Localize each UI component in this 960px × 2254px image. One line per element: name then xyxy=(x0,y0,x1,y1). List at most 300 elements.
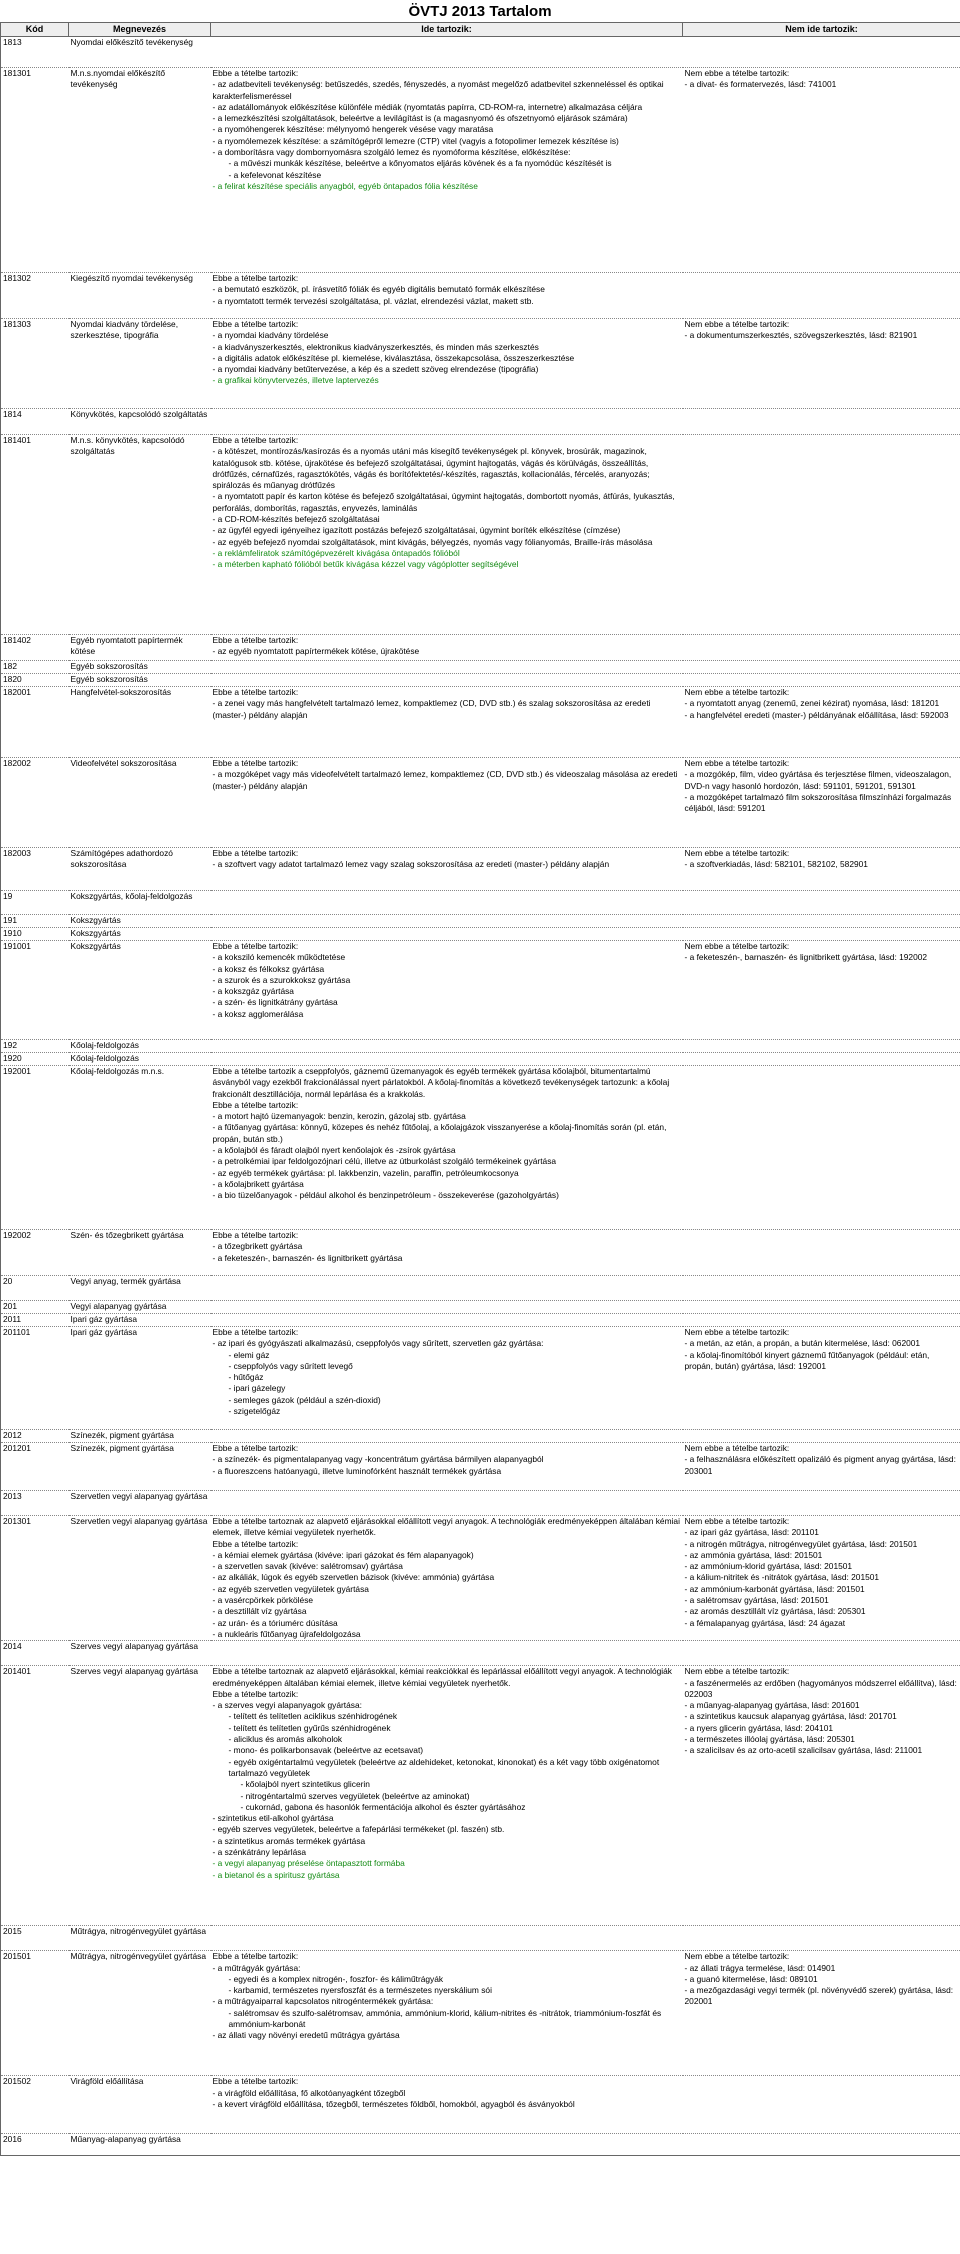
included-line: - egyéb oxigéntartalmú vegyületek (beleértve az aldehideket, ketonokat, kinonokat) és a két vagy több oxigénatomot tartalmazó vegyületek xyxy=(228,1756,660,1778)
excluded-line: - a hangfelvétel eredeti (master-) példányának előállítása, lásd: 592003 xyxy=(684,709,949,720)
excluded-cell xyxy=(683,1666,960,1926)
included-cell xyxy=(211,1314,683,1327)
included-line: - a nyomtatott termék tervezési szolgáltatása, pl. vázlat, elrendezési vázlat, makett stb. xyxy=(212,295,534,306)
excluded-cell xyxy=(683,273,960,319)
excluded-line: - a mozgókép, film, video gyártása és terjesztése filmen, videoszalagon, DVD-n vagy hasonló hordozón, lásd: 591101, 591201, 591301 xyxy=(684,769,952,791)
code-cell: 201401 xyxy=(1,1666,69,1926)
table-row xyxy=(1,1276,960,1301)
code-cell: 201201 xyxy=(1,1443,69,1491)
included-line: - az alkáliák, lúgok és egyéb szervetlen bázisok (kivéve: ammónia) gyártása xyxy=(212,1572,495,1583)
included-line: - a fűtőanyag gyártása: könnyű, közepes és nehéz fűtőolaj, a kőolajgázok visszanyerése a kőolaj-finomítás során (pl. etán, propán, bután stb.) xyxy=(212,1122,667,1144)
table-row xyxy=(1,68,960,273)
included-line: - mono- és polikarbonsavak (beleértve az ecetsavat) xyxy=(228,1745,424,1756)
included-line: Ebbe a tételbe tartoznak az alapvető eljárásokkal előállított vegyi anyagok. A technológiák eredményeképpen általában kémiai elemek, illetve kémiai vegyületek nyerhetők. xyxy=(212,1516,680,1538)
included-line: - a kőolajból és fáradt olajból nyert kenőolajok és -zsírok gyártása xyxy=(212,1145,456,1156)
included-cell xyxy=(211,1491,683,1516)
table-row xyxy=(1,915,960,928)
name-cell: Színezék, pigment gyártása xyxy=(69,1430,211,1443)
included-line: - a CD-ROM-készítés befejező szolgáltatásai xyxy=(212,514,380,525)
excluded-line: - a feketeszén-, barnaszén- és lignitbrikett gyártása, lásd: 192002 xyxy=(684,952,928,963)
name-cell: Műtrágya, nitrogénvegyület gyártása xyxy=(69,1951,211,2076)
included-line: - a mozgóképet vagy más videofelvételt tartalmazó lemez, kompaktlemez (CD, DVD stb.) és videoszalag másolása az eredeti (master-) példány alapján xyxy=(212,769,678,791)
name-cell: Virágföld előállítása xyxy=(69,2076,211,2134)
included-cell xyxy=(211,1430,683,1443)
excluded-cell xyxy=(683,915,960,928)
included-line: - az ipari és gyógyászati alkalmazású, cseppfolyós vagy sűrített, szervetlen gáz gyártása: xyxy=(212,1338,544,1349)
included-cell xyxy=(211,848,683,891)
excluded-line: Nem ebbe a tételbe tartozik: xyxy=(684,1666,790,1677)
document-title: ÖVTJ 2013 Tartalom xyxy=(408,3,552,20)
name-cell: Szervetlen vegyi alapanyag gyártása xyxy=(69,1491,211,1516)
included-line: - a műtrágyák gyártása: xyxy=(212,1962,301,1973)
included-line: Ebbe a tételbe tartozik: xyxy=(212,941,299,951)
table-row xyxy=(1,891,960,915)
included-line: - a bio tüzelőanyagok - például alkohol és benzinpetróleum - összekeverése (gazoholgyártás) xyxy=(212,1190,559,1201)
content-table xyxy=(0,22,960,2156)
table-row xyxy=(1,661,960,674)
included-cell xyxy=(211,941,683,1040)
excluded-cell xyxy=(683,1516,960,1641)
included-line: - szigetelőgáz xyxy=(228,1406,281,1417)
table-row xyxy=(1,758,960,848)
table-row xyxy=(1,2076,960,2134)
table-row xyxy=(1,2134,960,2156)
excluded-cell xyxy=(683,687,960,758)
included-line: - kőolajból nyert szintetikus glicerin xyxy=(240,1779,370,1790)
excluded-line: - az ammónium-klorid gyártása, lásd: 201501 xyxy=(684,1561,853,1572)
included-line: - karbamid, természetes nyersfoszfát és a természetes nyerskálium sói xyxy=(228,1985,492,1996)
table-row xyxy=(1,1926,960,1951)
included-line: - semleges gázok (például a szén-dioxid) xyxy=(228,1394,381,1405)
name-cell: Könyvkötés, kapcsolódó szolgáltatás xyxy=(69,409,211,435)
included-line: - a fluoreszcens hatóanyagú, illetve luminofórként használt termékek gyártása xyxy=(212,1465,502,1476)
excluded-line: - a guanó kitermelése, lásd: 089101 xyxy=(684,1973,818,1984)
code-cell: 201501 xyxy=(1,1951,69,2076)
excluded-line: - a metán, az etán, a propán, a bután kitermelése, lásd: 062001 xyxy=(684,1338,921,1349)
included-line: Ebbe a tételbe tartozik a cseppfolyós, gáznemű üzemanyagok és egyéb termékek gyártása kőolajból, bitumentartalmú ásványból vagy ezekből frakcionálással nyert párlatokból. A kőolaj-finomítás a következő tevékenységek tartozunk: a kőolaj frakcionált desztillációja, normál lepárlása és a krakkolás. xyxy=(212,1066,670,1099)
name-cell: M.n.s. könyvkötés, kapcsolódó szolgáltatás xyxy=(69,435,211,635)
table-row xyxy=(1,1641,960,1666)
included-cell xyxy=(211,319,683,409)
included-cell xyxy=(211,273,683,319)
excluded-line: - a szoftverkiadás, lásd: 582101, 582102, 582901 xyxy=(684,859,868,870)
table-row xyxy=(1,941,960,1040)
included-line: - a digitális adatok előkészítése pl. kiemelése, kiválasztása, összekapcsolása, összeszerkesztése xyxy=(212,352,575,363)
included-cell xyxy=(211,1951,683,2076)
code-cell: 1920 xyxy=(1,1053,69,1066)
name-cell: Nyomdai kiadvány tördelése, szerkesztése, tipográfia xyxy=(69,319,211,409)
excluded-line: - a dokumentumszerkesztés, szövegszerkesztés, lásd: 821901 xyxy=(684,330,918,341)
excluded-line: - a fémalapanyag gyártása, lásd: 24 ágazat xyxy=(684,1617,846,1628)
excluded-cell xyxy=(683,758,960,848)
excluded-cell xyxy=(683,2134,960,2156)
header-kod: Kód xyxy=(1,23,69,37)
included-line: - a szerves vegyi alapanyagok gyártása: xyxy=(212,1700,362,1711)
included-line: Ebbe a tételbe tartozik: xyxy=(212,68,299,78)
included-line: - a virágföld előállítása, fő alkotóanyagként tőzegből xyxy=(212,2087,406,2098)
name-cell: Hangfelvétel-sokszorosítás xyxy=(69,687,211,758)
excluded-cell xyxy=(683,635,960,661)
excluded-line: - a divat- és formatervezés, lásd: 741001 xyxy=(684,79,837,90)
excluded-cell xyxy=(683,928,960,941)
code-cell: 182 xyxy=(1,661,69,674)
table-row xyxy=(1,1040,960,1053)
included-cell xyxy=(211,915,683,928)
included-line: - a nyomdai kiadvány betűtervezése, a kép és a szedett szöveg elrendezése (tipográfia) xyxy=(212,364,539,375)
table-row xyxy=(1,1230,960,1276)
included-line: - cukornád, gabona és hasonlók fermentációja alkohol és észter gyártásához xyxy=(240,1801,526,1812)
code-cell: 201502 xyxy=(1,2076,69,2134)
excluded-cell xyxy=(683,1053,960,1066)
included-line: Ebbe a tételbe tartozik: xyxy=(212,1538,299,1549)
code-cell: 2015 xyxy=(1,1926,69,1951)
excluded-line: - a nyers glicerin gyártása, lásd: 204101 xyxy=(684,1722,834,1733)
included-line: - a felirat készítése speciális anyagból, egyéb öntapados fólia készítése xyxy=(212,180,478,191)
header-ide-tartozik: Ide tartozik: xyxy=(211,23,683,37)
table-row xyxy=(1,1314,960,1327)
included-cell xyxy=(211,37,683,68)
excluded-line: - a felhasználásra előkészített opalizáló és pigment anyag gyártása, lásd: 203001 xyxy=(684,1454,956,1476)
included-line: - a lemezkészítési szolgáltatások, beleértve a levilágítást is (a magasnyomó és ofszetnyomó eljárások számára) xyxy=(212,113,628,124)
included-line: - ipari gázelegy xyxy=(228,1383,286,1394)
table-row xyxy=(1,1951,960,2076)
excluded-line: Nem ebbe a tételbe tartozik: xyxy=(684,68,790,78)
included-cell xyxy=(211,2134,683,2156)
included-line: - a szénkátrány lepárlása xyxy=(212,1847,307,1858)
code-cell: 182003 xyxy=(1,848,69,891)
included-cell xyxy=(211,1066,683,1230)
excluded-cell xyxy=(683,409,960,435)
included-line: - a nyomólemezek készítése: a számítógépről lemezre (CTP) vitel (vagyis a fotopolimer lemezek készítése is) xyxy=(212,135,619,146)
name-cell: Ipari gáz gyártása xyxy=(69,1314,211,1327)
table-row xyxy=(1,1327,960,1430)
name-cell: Egyéb nyomtatott papírtermék kötése xyxy=(69,635,211,661)
included-cell xyxy=(211,1301,683,1314)
included-line: - az egyéb befejező nyomdai szolgáltatások, mint kivágás, bélyegzés, nyomás vagy fólianyomás, Braille-írás másolása xyxy=(212,536,653,547)
excluded-line: Nem ebbe a tételbe tartozik: xyxy=(684,848,790,858)
excluded-cell xyxy=(683,1276,960,1301)
included-line: Ebbe a tételbe tartozik: xyxy=(212,687,299,697)
included-line: Ebbe a tételbe tartozik: xyxy=(212,758,299,768)
name-cell: Kőolaj-feldolgozás m.n.s. xyxy=(69,1066,211,1230)
code-cell: 201101 xyxy=(1,1327,69,1430)
code-cell: 2016 xyxy=(1,2134,69,2156)
included-line: - a petrolkémiai ipar feldolgozójnari célú, illetve az útburkolást szolgáló termékeinek gyártása xyxy=(212,1156,557,1167)
included-cell xyxy=(211,635,683,661)
included-line: - a zenei vagy más hangfelvételt tartalmazó lemez, kompaktlemez (CD, DVD stb.) és szalag sokszorosítása az eredeti (master-) példány alapján xyxy=(212,698,651,720)
table-row xyxy=(1,928,960,941)
included-line: - az állati vagy növényi eredetű műtrágya gyártása xyxy=(212,2030,400,2041)
included-line: - a szurok és a szurokkoksz gyártása xyxy=(212,974,351,985)
excluded-cell xyxy=(683,1327,960,1430)
included-line: - aliciklus és aromás alkoholok xyxy=(228,1734,343,1745)
name-cell: Ipari gáz gyártása xyxy=(69,1327,211,1430)
included-line: - az adatállományok előkészítése különféle médiák (nyomtatás papírra, CD-ROM-ra, internetre) alkalmazása céljára xyxy=(212,101,643,112)
excluded-line: - az ammónia gyártása, lásd: 201501 xyxy=(684,1549,823,1560)
included-line: - a koksz és félkoksz gyártása xyxy=(212,963,325,974)
included-cell xyxy=(211,758,683,848)
name-cell: Szerves vegyi alapanyag gyártása xyxy=(69,1641,211,1666)
included-cell xyxy=(211,409,683,435)
included-line: - az egyéb szervetlen vegyületek gyártása xyxy=(212,1583,369,1594)
excluded-line: - a szintetikus kaucsuk alapanyag gyártása, lásd: 201701 xyxy=(684,1711,897,1722)
included-line: Ebbe a tételbe tartozik: xyxy=(212,273,299,283)
name-cell: Kőolaj-feldolgozás xyxy=(69,1053,211,1066)
excluded-line: - az állati trágya termelése, lásd: 014901 xyxy=(684,1962,836,1973)
included-cell xyxy=(211,891,683,915)
code-cell: 19 xyxy=(1,891,69,915)
code-cell: 2014 xyxy=(1,1641,69,1666)
included-line: - a szervetlen savak (kivéve: salétromsav) gyártása xyxy=(212,1561,403,1572)
table-row xyxy=(1,1491,960,1516)
header-megnevezes: Megnevezés xyxy=(69,23,211,37)
excluded-line: Nem ebbe a tételbe tartozik: xyxy=(684,758,790,768)
included-line: Ebbe a tételbe tartoznak az alapvető eljárásokkal, kémiai reakciókkal és lepárlással előállított vegyi anyagok. A technológiák eredményeképpen általában kémiai elemek, illetve kémiai vegyületek nyerhetők. xyxy=(212,1666,672,1688)
included-line: - a színezék- és pigmentalapanyag vagy -koncentrátum gyártása bármilyen alapanyagból xyxy=(212,1454,544,1465)
table-row xyxy=(1,1666,960,1926)
table-row xyxy=(1,635,960,661)
included-line: - a vasércpörkek pörkölése xyxy=(212,1595,314,1606)
excluded-line: - az ipari gáz gyártása, lásd: 201101 xyxy=(684,1527,819,1538)
code-cell: 20 xyxy=(1,1276,69,1301)
excluded-line: - a nyomtatott anyag (zenemű, zenei kézirat) nyomása, lásd: 181201 xyxy=(684,698,940,709)
name-cell: Kokszgyártás, kőolaj-feldolgozás xyxy=(69,891,211,915)
code-cell: 1820 xyxy=(1,674,69,687)
excluded-cell xyxy=(683,435,960,635)
included-line: - hűtőgáz xyxy=(228,1372,264,1383)
included-line: - a vegyi alapanyag préselése öntapasztott formába xyxy=(212,1858,405,1869)
code-cell: 192 xyxy=(1,1040,69,1053)
excluded-cell xyxy=(683,1066,960,1230)
excluded-cell xyxy=(683,1314,960,1327)
table-body xyxy=(1,37,960,2156)
included-line: - szintetikus etil-alkohol gyártása xyxy=(212,1813,334,1824)
code-cell: 1910 xyxy=(1,928,69,941)
included-cell xyxy=(211,1926,683,1951)
table-row xyxy=(1,1066,960,1230)
excluded-line: Nem ebbe a tételbe tartozik: xyxy=(684,941,790,951)
included-line: - a nyomóhengerek készítése: mélynyomó hengerek vésése vagy maratása xyxy=(212,124,494,135)
excluded-cell xyxy=(683,674,960,687)
included-line: - a motort hajtó üzemanyagok: benzin, kerozin, gázolaj stb. gyártása xyxy=(212,1111,466,1122)
code-cell: 181303 xyxy=(1,319,69,409)
excluded-line: - a kálium-nitritek és -nitrátok gyártása, lásd: 201501 xyxy=(684,1572,880,1583)
excluded-line: - a kőolaj-finomítóból kinyert gáznemű fűtőanyagok (például: etán, propán, bután) gyártása, lásd: 192001 xyxy=(684,1349,930,1371)
included-line: - a nyomtatott papír és karton kötése és befejező szolgáltatásai, úgymint hajtogatás, dombortott nyomás, átfúrás, lyukasztás, perforálás, domborítás, ragasztás, enyvezés, laminálás xyxy=(212,491,675,513)
included-line: - cseppfolyós vagy sűrített levegő xyxy=(228,1360,353,1371)
included-cell xyxy=(211,687,683,758)
header-nem-ide-tartozik: Nem ide tartozik: xyxy=(683,23,960,37)
table-row xyxy=(1,1430,960,1443)
included-cell xyxy=(211,1666,683,1926)
name-cell: Kokszgyártás xyxy=(69,928,211,941)
code-cell: 201 xyxy=(1,1301,69,1314)
code-cell: 201301 xyxy=(1,1516,69,1641)
included-line: - nitrogéntartalmú szerves vegyületek (beleértve az aminokat) xyxy=(240,1790,470,1801)
included-line: - a szén- és lignitkátrány gyártása xyxy=(212,997,338,1008)
included-cell xyxy=(211,1040,683,1053)
included-line: - az ügyfél egyedi igényeihez igazított postázás befejező szolgáltatásai, úgymint boríték elkészítése (címzése) xyxy=(212,525,621,536)
included-line: - salétromsav és szulfo-salétromsav, ammónia, ammónium-klorid, kálium-nitrites és -nitrátok, triammónium-foszfát és ammónium-karbonát xyxy=(228,2007,662,2030)
included-cell xyxy=(211,1443,683,1491)
excluded-cell xyxy=(683,848,960,891)
excluded-cell xyxy=(683,2076,960,2134)
excluded-cell xyxy=(683,1430,960,1443)
name-cell: Videofelvétel sokszorosítása xyxy=(69,758,211,848)
excluded-cell xyxy=(683,1491,960,1516)
excluded-line: - a mezőgazdasági vegyi termék (pl. növényvédő szerek) gyártása, lásd: 202001 xyxy=(684,1985,954,2007)
included-line: Ebbe a tételbe tartozik: xyxy=(212,435,299,445)
code-cell: 1814 xyxy=(1,409,69,435)
code-cell: 192001 xyxy=(1,1066,69,1230)
excluded-cell xyxy=(683,941,960,1040)
included-line: Ebbe a tételbe tartozik: xyxy=(212,635,299,645)
name-cell: M.n.s.nyomdai előkészítő tevékenység xyxy=(69,68,211,273)
excluded-cell xyxy=(683,891,960,915)
name-cell: Egyéb sokszorosítás xyxy=(69,674,211,687)
included-line: - a nukleáris fűtőanyag újrafeldolgozása xyxy=(212,1628,361,1639)
code-cell: 191 xyxy=(1,915,69,928)
name-cell: Szervetlen vegyi alapanyag gyártása xyxy=(69,1516,211,1641)
name-cell: Műanyag-alapanyag gyártása xyxy=(69,2134,211,2156)
excluded-cell xyxy=(683,1951,960,2076)
included-line: - a nyomdai kiadvány tördelése xyxy=(212,330,329,341)
excluded-line: Nem ebbe a tételbe tartozik: xyxy=(684,687,790,697)
name-cell: Vegyi anyag, termék gyártása xyxy=(69,1276,211,1301)
code-cell: 191001 xyxy=(1,941,69,1040)
included-line: - az adatbeviteli tevékenység: betűszedés, szedés, fényszedés, a nyomást megelőző adatbevitel szkenneléssel és optikai karakterfelismeréssel xyxy=(212,79,664,101)
code-cell: 192002 xyxy=(1,1230,69,1276)
included-line: - az urán- és a tóriumérc dúsítása xyxy=(212,1617,338,1628)
table-row xyxy=(1,687,960,758)
code-cell: 1813 xyxy=(1,37,69,68)
included-line: - a koksziló kemencék működtetése xyxy=(212,952,346,963)
name-cell: Vegyi alapanyag gyártása xyxy=(69,1301,211,1314)
excluded-cell xyxy=(683,1230,960,1276)
included-cell xyxy=(211,661,683,674)
code-cell: 182001 xyxy=(1,687,69,758)
included-line: - az egyéb termékek gyártása: pl. lakkbenzin, vazelin, paraffin, petróleumkocsonya xyxy=(212,1167,519,1178)
excluded-cell xyxy=(683,319,960,409)
name-cell: Szerves vegyi alapanyag gyártása xyxy=(69,1666,211,1926)
included-line: - telített és telítetlen gyűrűs szénhidrogének xyxy=(228,1722,391,1733)
included-line: - a domborításra vagy dombornyomásra szolgáló lemez és nyomóforma készítése, előkészítése: xyxy=(212,147,571,158)
excluded-cell xyxy=(683,1301,960,1314)
code-cell: 181302 xyxy=(1,273,69,319)
table-row xyxy=(1,273,960,319)
included-cell xyxy=(211,1230,683,1276)
code-cell: 2012 xyxy=(1,1430,69,1443)
table-header-row xyxy=(1,23,960,37)
excluded-line: Nem ebbe a tételbe tartozik: xyxy=(684,1327,790,1337)
included-line: - telített és telítetlen aciklikus szénhidrogének xyxy=(228,1711,398,1722)
included-line: - a méterben kapható fólióból betűk kivágása kézzel vagy vágóplotter segítségével xyxy=(212,559,519,570)
code-cell: 181401 xyxy=(1,435,69,635)
included-line: - a reklámfeliratok számítógépvezérelt kivágása öntapadós fólióból xyxy=(212,547,460,558)
included-cell xyxy=(211,1276,683,1301)
name-cell: Kiegészítő nyomdai tevékenység xyxy=(69,273,211,319)
table-row xyxy=(1,1443,960,1491)
table-row xyxy=(1,319,960,409)
included-line: - a koksz agglomerálása xyxy=(212,1008,304,1019)
included-line: Ebbe a tételbe tartozik: xyxy=(212,319,299,329)
included-line: - a tőzegbrikett gyártása xyxy=(212,1241,303,1252)
excluded-cell xyxy=(683,1443,960,1491)
excluded-line: - az aromás desztillált víz gyártása, lásd: 205301 xyxy=(684,1606,866,1617)
included-line: - a szoftvert vagy adatot tartalmazó lemez vagy szalag sokszorosítása az eredeti (master-) példány alapján xyxy=(212,859,610,870)
included-line: - a művészi munkák készítése, beleértve a kőnyomatos eljárás kövének és a fa nyomódúc készítését is xyxy=(228,158,612,169)
included-cell xyxy=(211,1516,683,1641)
excluded-line: Nem ebbe a tételbe tartozik: xyxy=(684,1951,790,1962)
table-row xyxy=(1,1301,960,1314)
name-cell: Nyomdai előkészítő tevékenység xyxy=(69,37,211,68)
name-cell: Színezék, pigment gyártása xyxy=(69,1443,211,1491)
code-cell: 181301 xyxy=(1,68,69,273)
excluded-line: Nem ebbe a tételbe tartozik: xyxy=(684,319,790,329)
included-line: Ebbe a tételbe tartozik: xyxy=(212,848,299,858)
included-cell xyxy=(211,1053,683,1066)
included-line: - a szintetikus aromás termékek gyártása xyxy=(212,1835,366,1846)
code-cell: 182002 xyxy=(1,758,69,848)
included-line: - a kefelevonat készítése xyxy=(228,169,322,180)
included-line: Ebbe a tételbe tartozik: xyxy=(212,1688,299,1699)
included-line: Ebbe a tételbe tartozik: xyxy=(212,1327,299,1337)
included-line: - a kevert virágföld előállítása, tőzegből, természetes földből, homokból, agyagból és ásványokból xyxy=(212,2098,575,2109)
included-cell xyxy=(211,68,683,273)
excluded-cell xyxy=(683,1926,960,1951)
included-line: - a bietanol és a spiritusz gyártása xyxy=(212,1869,340,1880)
included-line: Ebbe a tételbe tartozik: xyxy=(212,1951,299,1962)
name-cell: Műtrágya, nitrogénvegyület gyártása xyxy=(69,1926,211,1951)
excluded-line: Nem ebbe a tételbe tartozik: xyxy=(684,1443,790,1453)
included-line: Ebbe a tételbe tartozik: xyxy=(212,1099,299,1110)
name-cell: Kőolaj-feldolgozás xyxy=(69,1040,211,1053)
table-row xyxy=(1,1516,960,1641)
included-line: - a feketeszén-, barnaszén- és lignitbrikett gyártása xyxy=(212,1252,403,1263)
included-line: - a kiadványszerkesztés, elektronikus kiadványszerkesztés, és minden más szerkesztés xyxy=(212,341,539,352)
included-line: - a grafikai könyvtervezés, illetve laptervezés xyxy=(212,375,379,386)
included-line: - a bemutató eszközök, pl. írásvetítő fóliák és egyéb digitális bemutató formák elkészítése xyxy=(212,284,545,295)
included-cell xyxy=(211,674,683,687)
excluded-cell xyxy=(683,37,960,68)
name-cell: Kokszgyártás xyxy=(69,915,211,928)
code-cell: 2011 xyxy=(1,1314,69,1327)
included-cell xyxy=(211,928,683,941)
name-cell: Szén- és tőzegbrikett gyártása xyxy=(69,1230,211,1276)
table-row xyxy=(1,409,960,435)
excluded-line: - a faszénermelés az erdőben (hagyományos módszerrel előállítva), lásd: 022003 xyxy=(684,1677,957,1699)
excluded-cell xyxy=(683,68,960,273)
excluded-cell xyxy=(683,1641,960,1666)
excluded-cell xyxy=(683,661,960,674)
table-row xyxy=(1,674,960,687)
included-cell xyxy=(211,1641,683,1666)
included-line: - egyedi és a komplex nitrogén-, foszfor- és káliműtrágyák xyxy=(228,1973,444,1984)
excluded-cell xyxy=(683,1040,960,1053)
excluded-line: - a szalicilsav és az orto-acetil szalicilsav gyártása, lásd: 211001 xyxy=(684,1745,923,1756)
excluded-line: - a nitrogén műtrágya, nitrogénvegyület gyártása, lásd: 201501 xyxy=(684,1538,918,1549)
included-line: - egyéb szerves vegyületek, beleértve a fafepárlási termékeket (pl. faszén) stb. xyxy=(212,1824,505,1835)
code-cell: 181402 xyxy=(1,635,69,661)
name-cell: Számítógépes adathordozó sokszorosítása xyxy=(69,848,211,891)
table-row xyxy=(1,848,960,891)
included-line: - a kőolajbrikett gyártása xyxy=(212,1178,304,1189)
excluded-line: - a salétromsav gyártása, lásd: 201501 xyxy=(684,1595,829,1606)
included-cell xyxy=(211,435,683,635)
table-row xyxy=(1,435,960,635)
excluded-line: Nem ebbe a tételbe tartozik: xyxy=(684,1516,790,1526)
included-line: - a kokszgáz gyártása xyxy=(212,986,294,997)
